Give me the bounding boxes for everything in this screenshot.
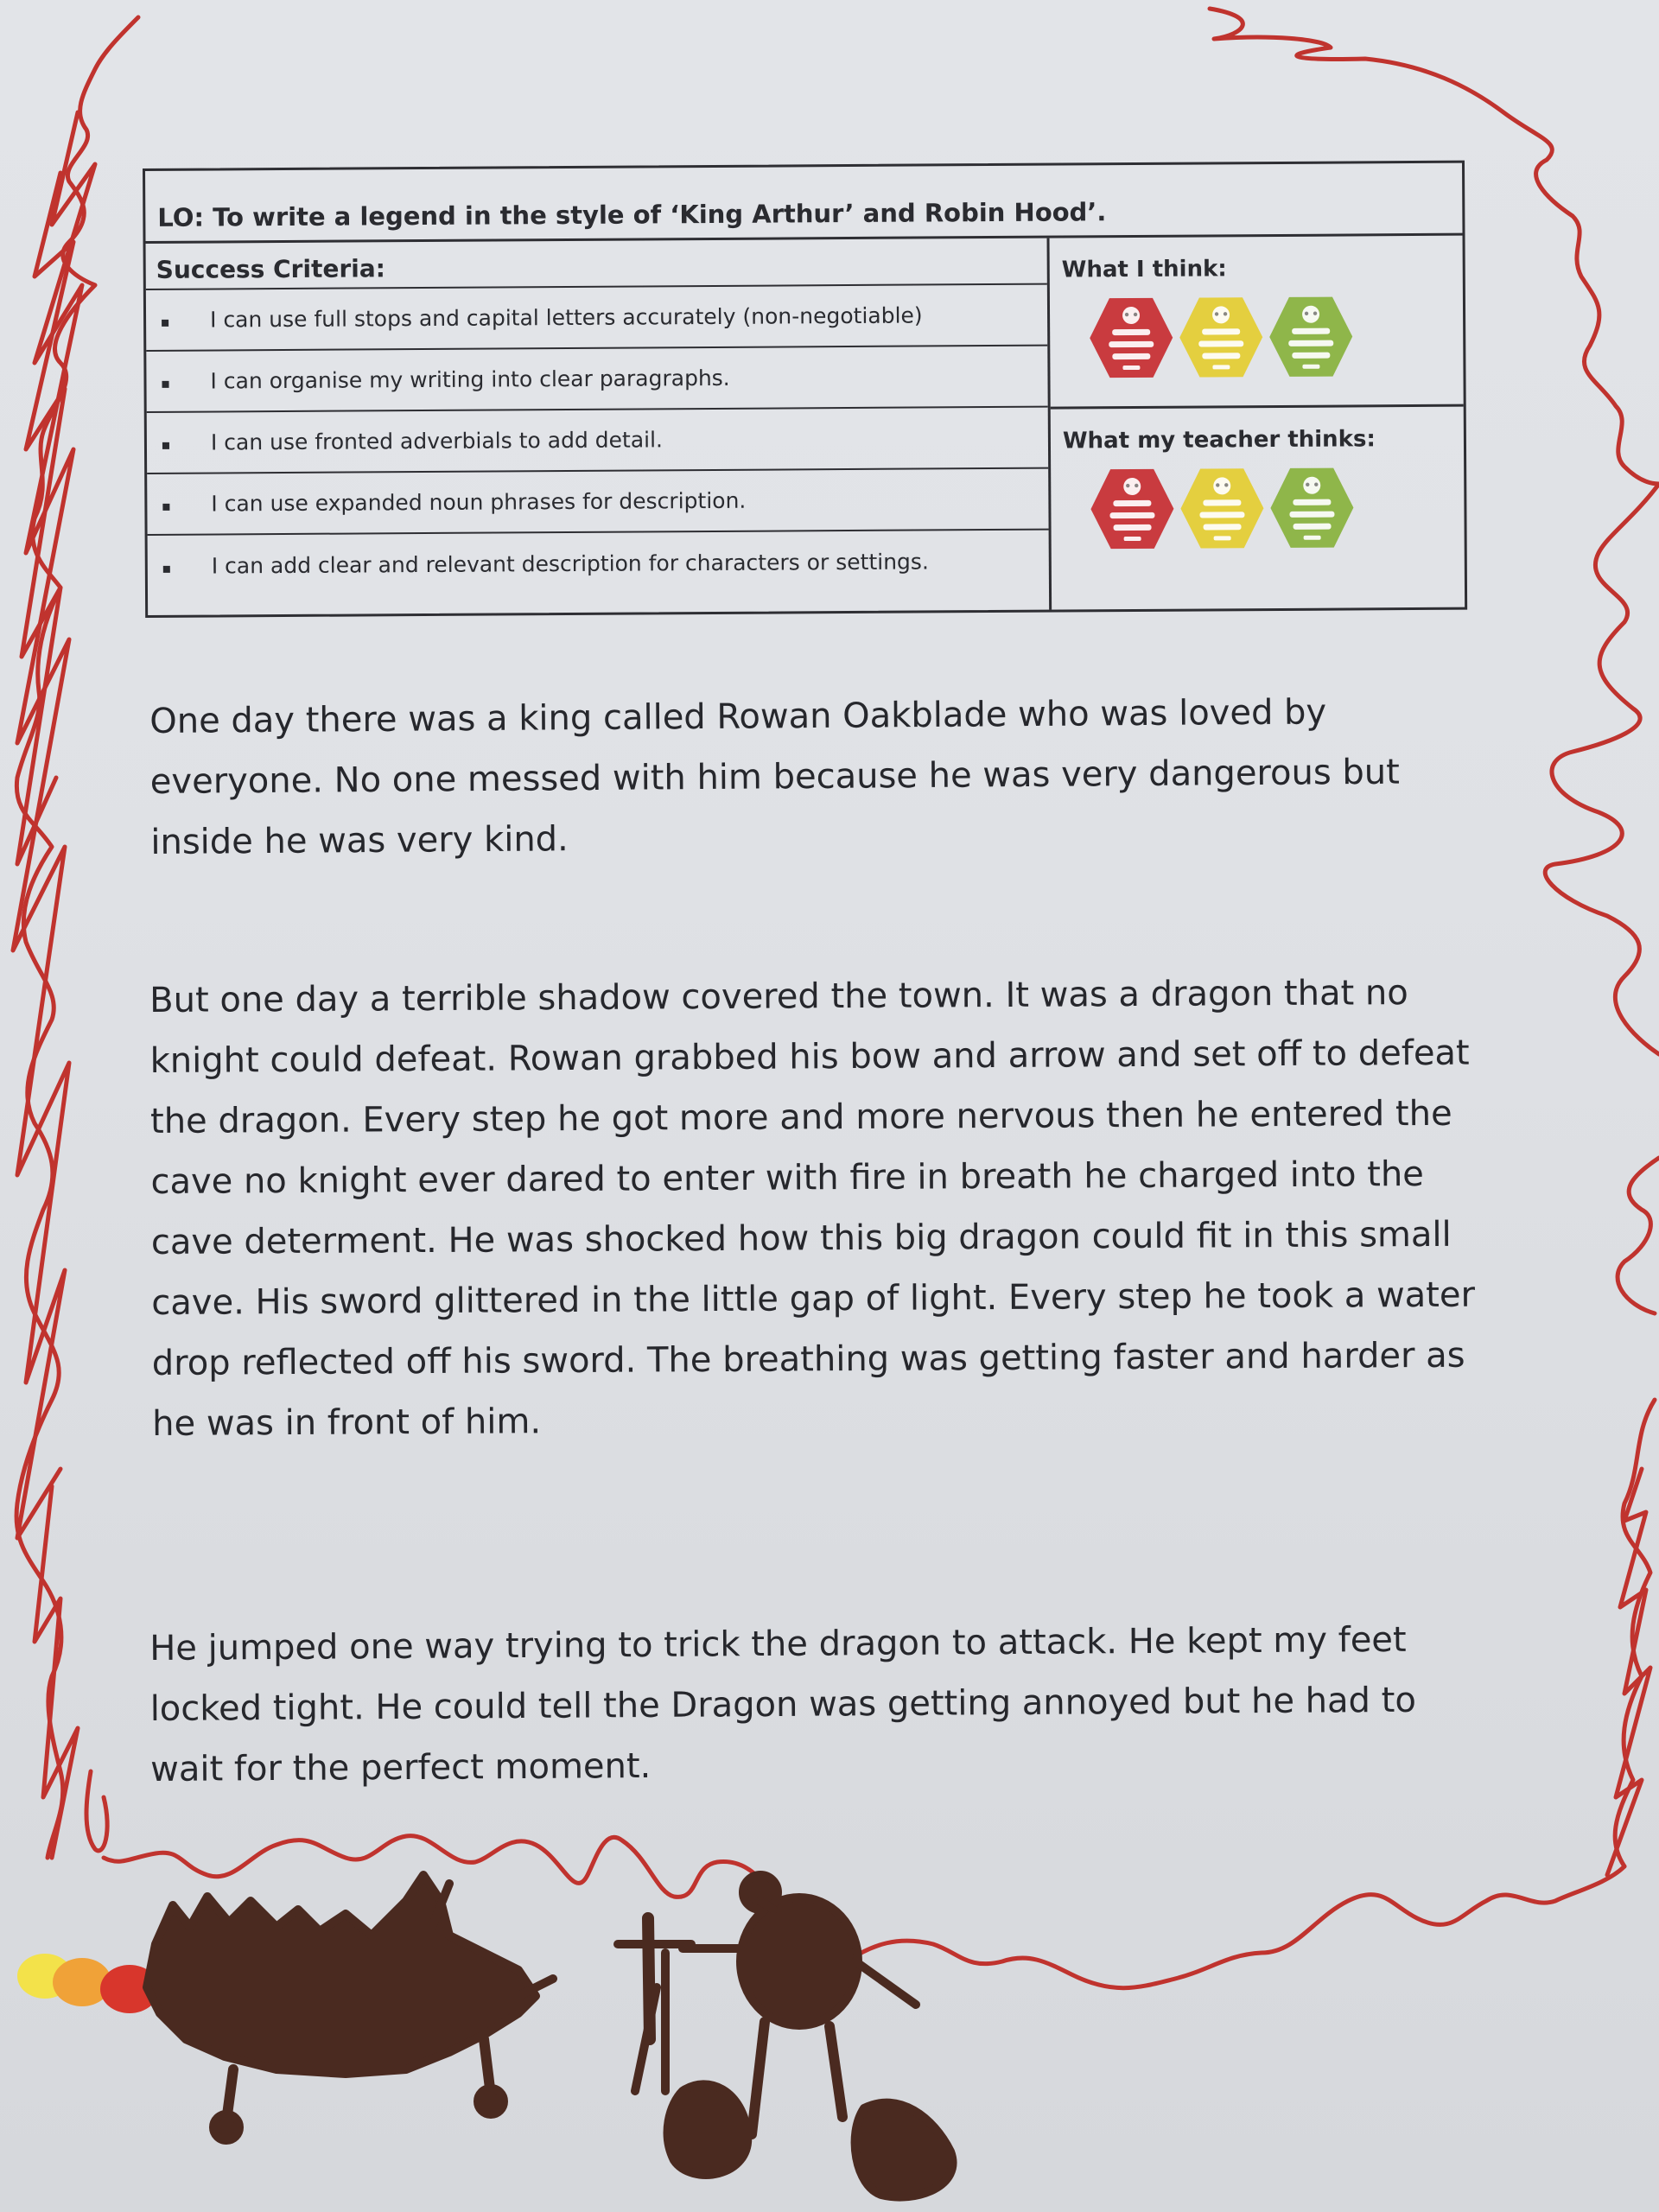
criteria-text: I can organise my writing into clear paragraphs. xyxy=(210,365,730,394)
criteria-text: I can use fronted adverbials to add detail. xyxy=(210,427,664,455)
knight-drawing xyxy=(618,1875,953,2197)
learning-objective: LO: To write a legend in the style of ‘King Arthur’ and Robin Hood’. xyxy=(145,163,1462,244)
success-criteria-heading: Success Criteria: xyxy=(146,238,1047,290)
criteria-text: I can use full stops and capital letters accurately (non-negotiable) xyxy=(209,302,923,333)
story-paragraph: One day there was a king called Rowan Oakblade who was loved by everyone. No one messed with him because he was very dangerous but inside he was very kind. xyxy=(149,692,1401,862)
story-paragraph: He jumped one way trying to trick the dragon to attack. He kept my feet locked tight. He could tell the Dragon was getting annoyed but he had to wait for the perfect moment. xyxy=(149,1619,1416,1789)
dragon-drawing xyxy=(147,1875,553,2140)
fire-breath-drawing xyxy=(17,1954,159,2013)
story-paragraph: But one day a terrible shadow covered the town. It was a dragon that no knight could defeat. Rowan grabbed his bow and arrow and set off to defeat the dragon. Every step he got more and more nervous then he entered the cave no knight ever dared to enter with fire in breath he charged into the cave determent. He was shocked how this big dragon could fit in this small cave. His sword glittered in the little gap of light. Every step he took a water drop reflected off his sword. The breathing was getting faster and harder as he was in front of him. xyxy=(149,973,1476,1444)
teacher-assessment-label: What my teacher thinks: xyxy=(1062,426,1376,454)
self-assessment-label: What I think: xyxy=(1061,256,1227,283)
criteria-text: I can use expanded noun phrases for description. xyxy=(211,487,747,517)
criteria-text: I can add clear and relevant description for characters or settings. xyxy=(211,549,929,579)
